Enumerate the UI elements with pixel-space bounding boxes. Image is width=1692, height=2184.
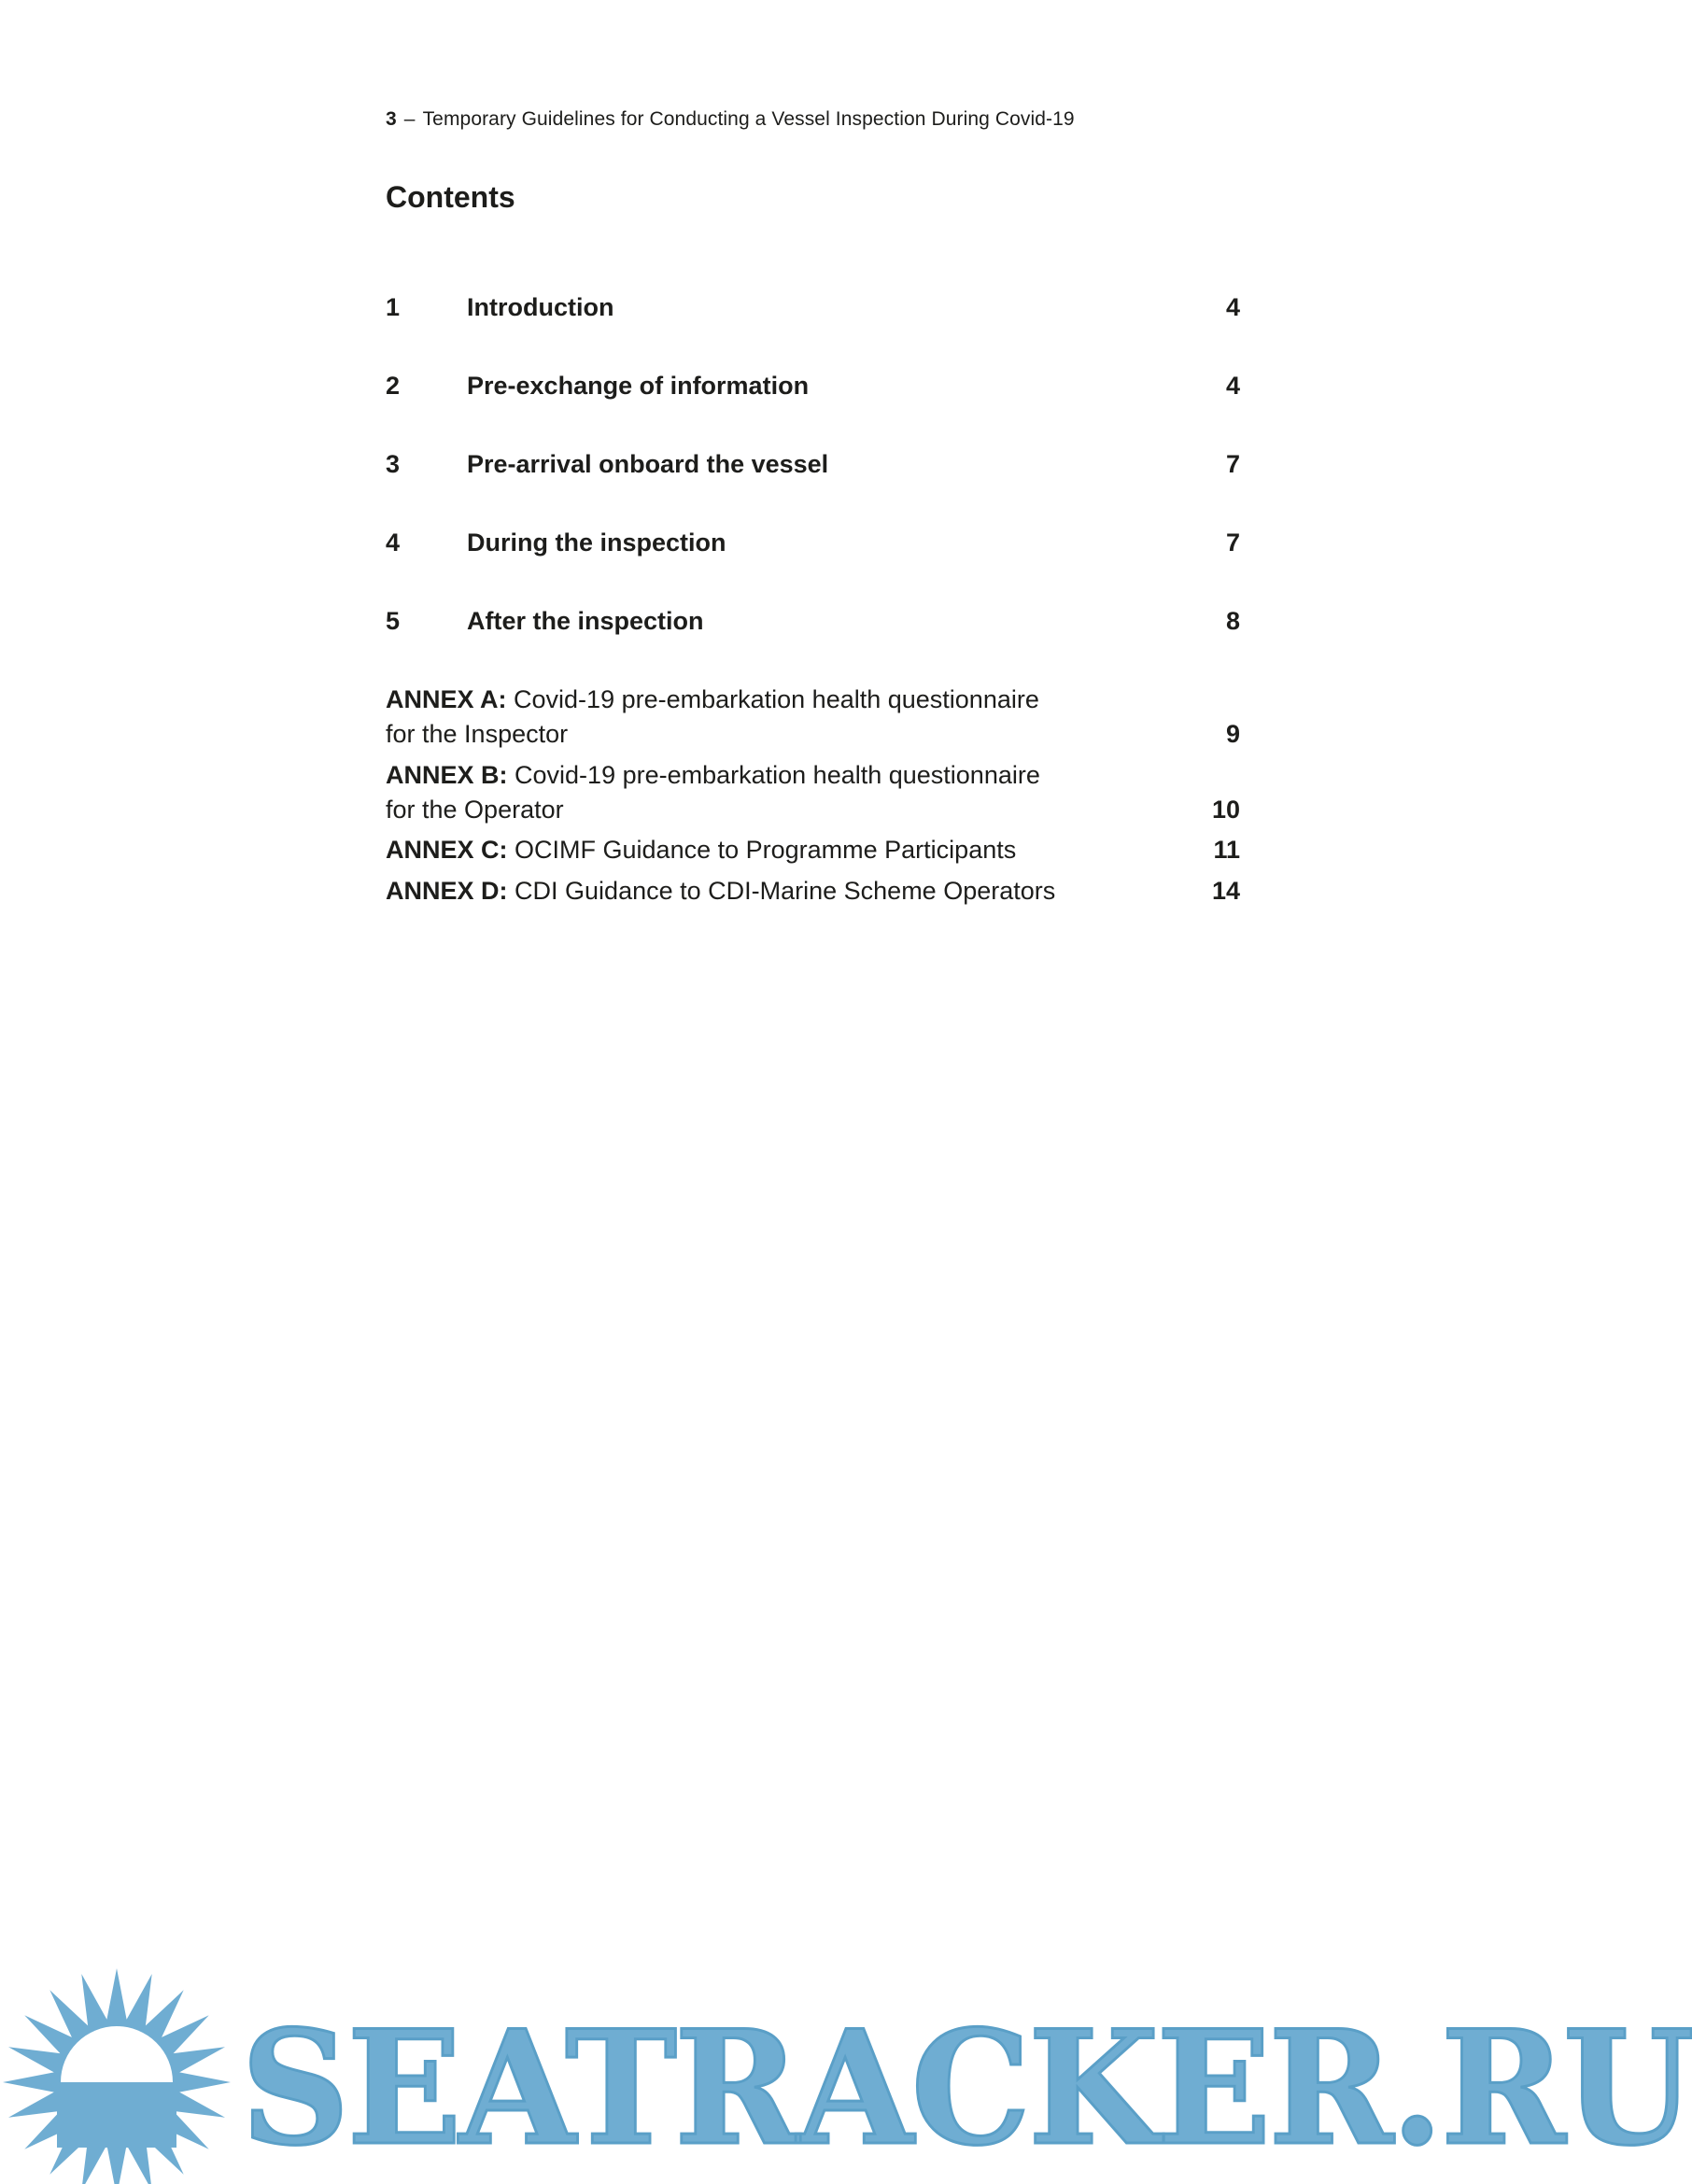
toc-item-after-inspection[interactable] [386,605,1240,637]
annex-page: 14 [1211,877,1240,905]
toc-item-number: 1 [386,293,401,321]
toc-item-page: 8 [1225,607,1240,635]
toc-item-title: Pre-exchange of information [467,372,810,400]
annex-title: Covid-19 pre-embarkation health questionnaire for the Inspector [386,685,1039,748]
watermark-text: SEATRACKER.RU [241,1995,1692,2180]
running-head-document-title: Temporary Guidelines for Conducting a Vessel Inspection During Covid-19 [422,108,1075,130]
annex-title: Covid-19 pre-embarkation health questionnaire for the Operator [386,761,1040,824]
toc-item-pre-exchange[interactable] [386,370,1240,402]
toc-item-during-inspection[interactable] [386,527,1240,558]
toc-annex-c[interactable] [386,833,1240,867]
toc-item-page: 7 [1225,450,1240,478]
annex-label: ANNEX A: [386,685,507,713]
toc-item-title: Introduction [467,293,614,321]
annex-page: 11 [1213,836,1240,864]
toc-item-number: 4 [386,528,401,557]
annex-title: OCIMF Guidance to Programme Participants [515,836,1017,864]
sun-icon [0,1966,233,2184]
running-head-page-number: 3 [386,108,397,130]
toc-annex-a[interactable] [386,683,1240,752]
annex-page: 9 [1225,720,1240,748]
toc-item-number: 3 [386,450,401,478]
annex-title: CDI Guidance to CDI-Marine Scheme Operators [515,877,1056,905]
toc-annex-b[interactable] [386,758,1240,827]
contents-title: Contents [386,180,515,214]
toc-item-page: 7 [1225,528,1240,557]
running-head [386,108,1075,131]
annex-label: ANNEX B: [386,761,508,789]
annex-label: ANNEX C: [386,836,508,864]
toc-item-number: 2 [386,372,401,400]
toc-item-number: 5 [386,607,401,635]
toc-item-introduction[interactable] [386,291,1240,323]
toc-item-title: During the inspection [467,528,726,557]
annex-page: 10 [1211,796,1240,824]
running-head-dash: – [403,108,416,130]
toc-item-title: Pre-arrival onboard the vessel [467,450,829,478]
annex-label: ANNEX D: [386,877,508,905]
toc-item-page: 4 [1225,293,1240,321]
toc-annex-d[interactable] [386,874,1240,909]
toc-item-page: 4 [1225,372,1240,400]
toc-item-title: After the inspection [467,607,704,635]
toc-item-pre-arrival[interactable] [386,448,1240,480]
